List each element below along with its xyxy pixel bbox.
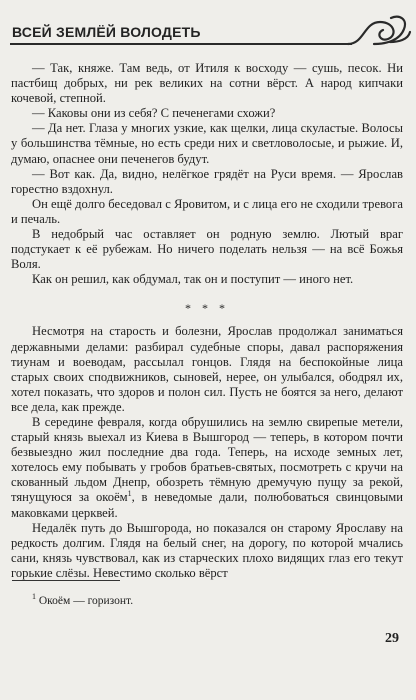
section-separator: * * * [185, 301, 229, 316]
footnote-reference: 1 [127, 489, 132, 499]
paragraph-6: В недобрый час оставляет он родную землю. Лютый враг подстукает к её рубежам. Но ничего поделать нельзя — на всё Божья Воля. [11, 227, 403, 272]
page-number: 29 [385, 631, 399, 646]
running-header [10, 12, 402, 48]
header-rule [10, 43, 352, 45]
paragraph-10: Недалёк путь до Вышгорода, но показался он старому Ярославу на редкость долгим. Глядя на белый снег, на дорогу, по которой мчались сани, князь чувствовал, как из старческих плохо видящих глаз его текут горькие слёзы. Невестимо сколько вёрст [11, 520, 403, 580]
paragraph-5: Он ещё долго беседовал с Яровитом, и с лица его не сходили тревога и печаль. [11, 196, 403, 226]
ornament-icon [344, 12, 412, 46]
paragraph-3: — Да нет. Глаза у многих узкие, как щелки, лица скуластые. Волосы у большинства тёмные, но есть среди них и светловолосые, и рыжие. И, думаю, опаснее они печенегов будут. [11, 121, 403, 166]
paragraph-9-text-tail: , в неведомые дали, полюбоваться свинцовыми маковками церквей. [11, 490, 403, 520]
paragraph-8: Несмотря на старость и болезни, Ярослав продолжал заниматься державными делами: разбирал судебные споры, давал распоряжения тиунам и воеводам, рассылал гонцов. Глядя на беспокойные лица старых своих сподвижников, сыновей, нерее, он улыбался, ободрял их, хотел показать, что здоров и полон сил. Пусть не боятся за него, делают все дела, как прежде. [11, 324, 403, 414]
paragraph-4: — Вот как. Да, видно, нелёгкое грядёт на Руси время. — Ярослав горестно вздохнул. [11, 166, 403, 196]
paragraph-9-text: В середине февраля, когда обрушились на землю свирепые метели, старый князь выехал из Киева в Вышгород — теперь, в котором почти безвыездно жил последние два года. Теперь, на исходе земных лет, хотелось ему побывать у гробов братьев-святых, посмотреть с кручи на скованный льдом Днепр, обозреть тёмную дремучую пущу за рекой, тянущуюся за окоём [11, 414, 403, 505]
paragraph-1: — Так, княже. Там ведь, от Итиля к восходу — сушь, песок. Ни пастбищ добрых, ни рек великих на сотни вёрст. А народ кипчаки кочевой, степной. [11, 61, 403, 106]
footnote [32, 594, 133, 608]
paragraph-2: — Каковы они из себя? С печенегами схожи? [32, 106, 276, 121]
footnote-divider [12, 580, 120, 581]
footnote-marker: 1 [32, 592, 36, 601]
paragraph-7: Как он решил, как обдумал, так он и поступит — иного нет. [32, 272, 354, 287]
paragraph-9 [11, 415, 403, 521]
book-title: ВСЕЙ ЗЕМЛЁЙ ВОЛОДЕТЬ [12, 24, 201, 40]
footnote-text: Окоём — горизонт. [38, 595, 134, 607]
chapter-text [11, 61, 403, 581]
